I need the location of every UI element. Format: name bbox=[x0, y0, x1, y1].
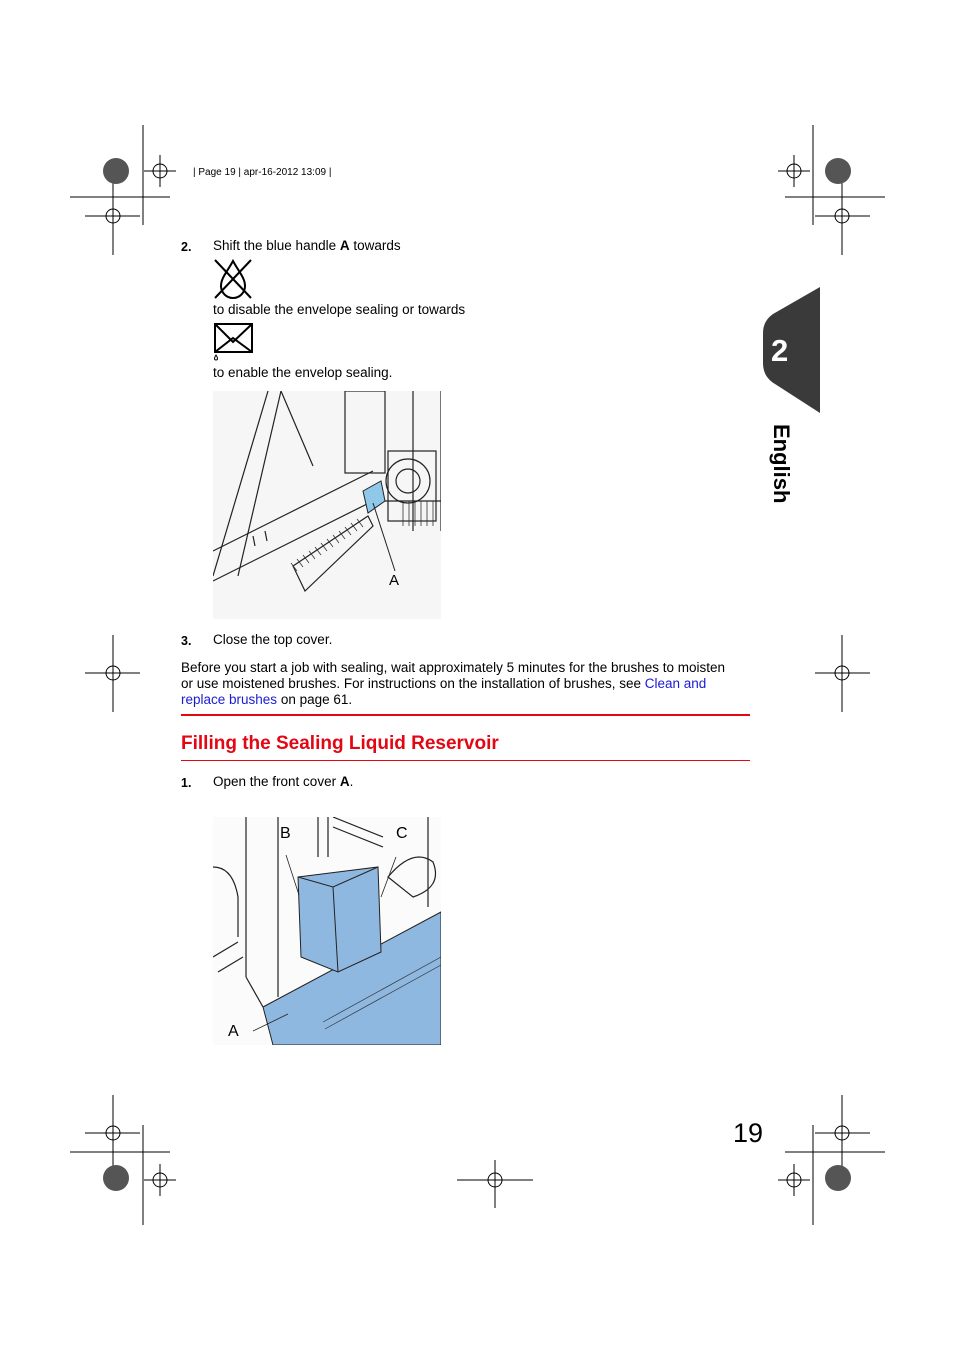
heading-underline bbox=[181, 760, 750, 761]
note-line: Before you start a job with sealing, wait approximately 5 minutes for the brushes to moisten bbox=[181, 660, 726, 675]
page-header: | Page 19 | apr-16-2012 13:09 | bbox=[193, 167, 332, 178]
enable-text: to enable the envelop sealing. bbox=[213, 365, 393, 380]
section-divider bbox=[181, 714, 750, 716]
note-paragraph bbox=[181, 660, 756, 708]
language-tab-label: English bbox=[769, 424, 794, 504]
note-line bbox=[181, 676, 756, 692]
note-text: or use moistened brushes. For instructions on the installation of brushes, see bbox=[181, 676, 645, 691]
sealing-off-icon bbox=[213, 258, 253, 300]
page-number: 19 bbox=[733, 1118, 764, 1148]
step-number: 2. bbox=[181, 240, 192, 254]
sealing-on-icon bbox=[213, 322, 255, 362]
chapter-number: 2 bbox=[771, 333, 789, 368]
step-bold-label: A bbox=[339, 774, 350, 789]
figure-label-c: C bbox=[396, 825, 408, 842]
section-title: Filling the Sealing Liquid Reservoir bbox=[181, 733, 499, 754]
note-text: on page 61. bbox=[277, 692, 353, 707]
front-cover-figure bbox=[213, 817, 441, 1045]
figure-label-a: A bbox=[228, 1023, 239, 1040]
figure-label-b: B bbox=[280, 825, 291, 842]
clean-brushes-link[interactable]: replace brushes bbox=[181, 692, 278, 707]
disable-text: to disable the envelope sealing or towards bbox=[213, 302, 466, 317]
handle-figure bbox=[213, 391, 441, 619]
step-number: 1. bbox=[181, 776, 192, 790]
step-text-part: . bbox=[349, 774, 354, 789]
step-number: 3. bbox=[181, 634, 192, 648]
step-text bbox=[213, 774, 353, 790]
step-text: Close the top cover. bbox=[213, 632, 333, 647]
step-text-part: Open the front cover bbox=[213, 774, 340, 789]
clean-brushes-link[interactable]: Clean and bbox=[644, 676, 707, 691]
step-bold-label: A bbox=[339, 238, 350, 253]
step-text-part: Shift the blue handle bbox=[213, 238, 340, 253]
figure-label: A bbox=[389, 572, 400, 589]
note-line bbox=[181, 692, 756, 708]
step-text-part: towards bbox=[349, 238, 401, 253]
step-text bbox=[213, 238, 401, 254]
